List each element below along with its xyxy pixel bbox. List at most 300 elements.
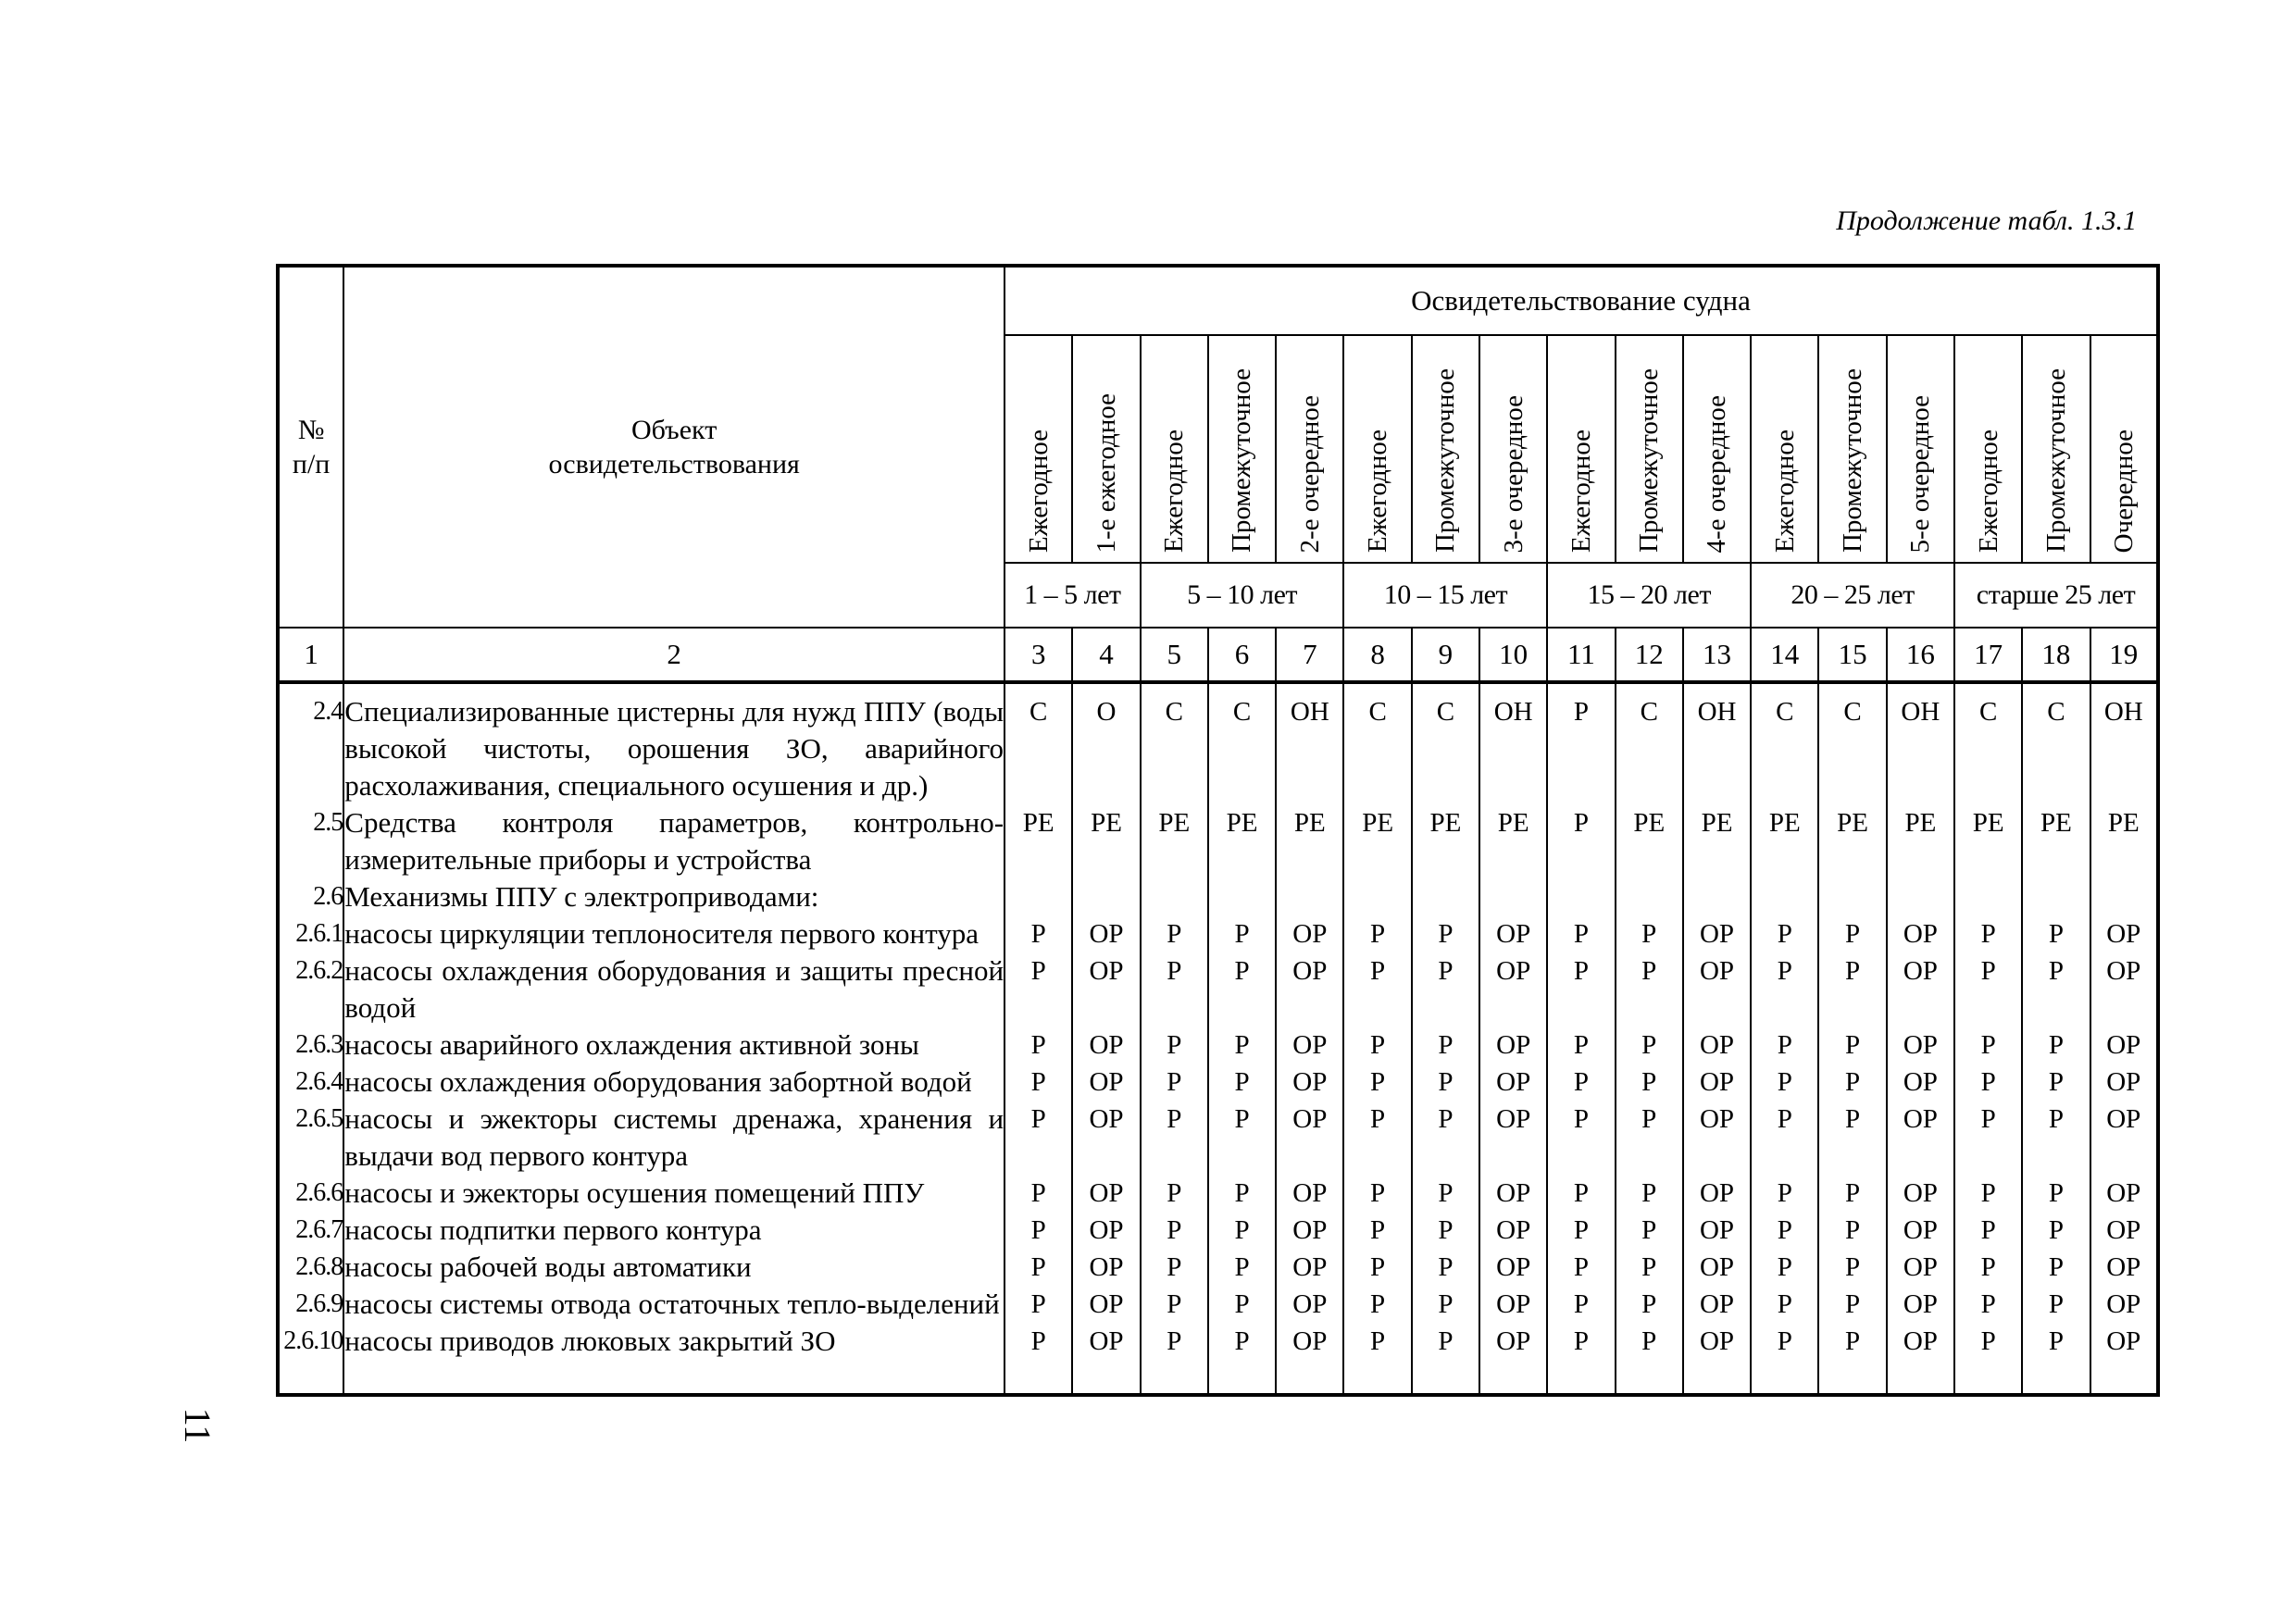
survey-cell: Р: [1751, 952, 1818, 1027]
column-number: 8: [1343, 628, 1411, 682]
survey-cell: ОР: [1276, 1175, 1343, 1212]
survey-cell: Р: [1343, 1064, 1411, 1101]
survey-cell: [1208, 878, 1276, 915]
survey-cell: [1683, 878, 1751, 915]
age-group-header: 20 – 25 лет: [1751, 563, 1954, 628]
survey-type-label: 3-е очередное: [1498, 394, 1529, 554]
survey-cell: Р: [1751, 1175, 1818, 1212]
survey-cell: ОР: [1887, 915, 1954, 952]
survey-cell: Р: [1954, 1323, 2022, 1395]
column-number: 17: [1954, 628, 2022, 682]
survey-cell: Р: [1141, 1064, 1208, 1101]
survey-cell: Р: [1616, 1101, 1683, 1175]
survey-cell: Р: [1751, 1249, 1818, 1286]
survey-cell: Р: [2022, 1286, 2090, 1323]
survey-cell: Р: [1818, 952, 1886, 1027]
survey-cell: ОР: [1887, 952, 1954, 1027]
survey-cell: Р: [1208, 952, 1276, 1027]
survey-cell: РЕ: [1954, 804, 2022, 878]
survey-cell: Р: [1141, 1212, 1208, 1249]
column-number: 14: [1751, 628, 1818, 682]
column-number: 9: [1412, 628, 1479, 682]
survey-cell: Р: [1547, 1101, 1615, 1175]
num-column-header: [278, 266, 343, 628]
survey-cell: Р: [1412, 952, 1479, 1027]
survey-cell: Р: [1343, 915, 1411, 952]
survey-cell: ОР: [1887, 1064, 1954, 1101]
survey-cell: Р: [1751, 1101, 1818, 1175]
survey-cell: Р: [1818, 1064, 1886, 1101]
survey-cell: Р: [1208, 1323, 1276, 1395]
survey-cell: Р: [1751, 1323, 1818, 1395]
survey-cell: Р: [1412, 1101, 1479, 1175]
survey-object: Механизмы ППУ с электроприводами:: [343, 878, 1004, 915]
survey-cell: ОР: [2090, 1027, 2158, 1064]
survey-object: насосы приводов люковых закрытий ЗО: [343, 1323, 1004, 1395]
survey-cell: ОР: [1683, 1212, 1751, 1249]
object-column-header: [343, 266, 1004, 628]
column-number: 11: [1547, 628, 1615, 682]
survey-type-label: 1-е ежегодное: [1091, 392, 1121, 554]
survey-cell: С: [2022, 682, 2090, 804]
survey-cell: РЕ: [1479, 804, 1547, 878]
survey-cell: Р: [1616, 915, 1683, 952]
survey-cell: Р: [1343, 1101, 1411, 1175]
survey-cell: Р: [1818, 915, 1886, 952]
survey-type-header: [2022, 335, 2090, 563]
survey-cell: Р: [2022, 1249, 2090, 1286]
survey-cell: ОР: [1072, 1101, 1140, 1175]
survey-cell: ОР: [1887, 1323, 1954, 1395]
survey-type-header: [1004, 335, 1072, 563]
survey-cell: Р: [1751, 915, 1818, 952]
row-number: 2.4: [278, 682, 343, 804]
survey-cell: РЕ: [1412, 804, 1479, 878]
survey-type-label: Промежуточное: [1634, 368, 1665, 554]
survey-type-header: [1412, 335, 1479, 563]
survey-cell: Р: [1208, 1175, 1276, 1212]
survey-object: насосы циркуляции теплоносителя первого контура: [343, 915, 1004, 952]
survey-cell: Р: [1343, 1249, 1411, 1286]
survey-object: насосы и эжекторы системы дренажа, хранения и выдачи вод первого контура: [343, 1101, 1004, 1175]
survey-cell: РЕ: [1887, 804, 1954, 878]
survey-cell: ОР: [1276, 1249, 1343, 1286]
survey-cell: Р: [1616, 1027, 1683, 1064]
survey-cell: РЕ: [1683, 804, 1751, 878]
column-number: 16: [1887, 628, 1954, 682]
survey-cell: ОР: [1887, 1101, 1954, 1175]
survey-cell: С: [1208, 682, 1276, 804]
survey-cell: Р: [1616, 1323, 1683, 1395]
survey-cell: ОР: [1072, 1249, 1140, 1286]
survey-cell: Р: [1954, 1064, 2022, 1101]
survey-cell: Р: [1547, 1286, 1615, 1323]
survey-cell: С: [1343, 682, 1411, 804]
table-row: [278, 915, 2158, 952]
survey-cell: Р: [1547, 1249, 1615, 1286]
survey-cell: Р: [1004, 1249, 1072, 1286]
survey-cell: Р: [1141, 1323, 1208, 1395]
survey-cell: ОР: [1887, 1212, 1954, 1249]
survey-cell: ОР: [1276, 1212, 1343, 1249]
survey-cell: ОР: [1479, 1323, 1547, 1395]
survey-cell: ОР: [1072, 1175, 1140, 1212]
table-row: [278, 804, 2158, 878]
survey-cell: ОР: [1072, 952, 1140, 1027]
survey-cell: ОР: [1683, 915, 1751, 952]
survey-cell: РЕ: [1208, 804, 1276, 878]
survey-cell: Р: [1141, 915, 1208, 952]
survey-cell: [1276, 878, 1343, 915]
survey-type-header: [1072, 335, 1140, 563]
survey-cell: Р: [1141, 1175, 1208, 1212]
column-number: 5: [1141, 628, 1208, 682]
survey-cell: Р: [1343, 1212, 1411, 1249]
survey-cell: ОР: [1072, 1286, 1140, 1323]
survey-cell: ОР: [1683, 1286, 1751, 1323]
survey-cell: [1954, 878, 2022, 915]
survey-object: насосы системы отвода остаточных тепло-выделений: [343, 1286, 1004, 1323]
survey-cell: Р: [2022, 1064, 2090, 1101]
table-row: [278, 1064, 2158, 1101]
survey-cell: ОР: [1276, 952, 1343, 1027]
survey-cell: Р: [1343, 952, 1411, 1027]
survey-cell: Р: [1818, 1249, 1886, 1286]
column-number: 10: [1479, 628, 1547, 682]
survey-cell: ОР: [1479, 1175, 1547, 1212]
survey-cell: ОР: [1683, 1064, 1751, 1101]
table-row: [278, 1323, 2158, 1395]
survey-cell: ОР: [1479, 1286, 1547, 1323]
survey-cell: ОР: [1479, 1212, 1547, 1249]
object-column-label: Объект освидетельствования: [548, 414, 800, 479]
survey-cell: ОР: [1479, 1101, 1547, 1175]
survey-cell: Р: [1208, 1027, 1276, 1064]
survey-type-label: Промежуточное: [2040, 368, 2071, 554]
survey-cell: [1818, 878, 1886, 915]
survey-cell: Р: [1004, 1027, 1072, 1064]
survey-object: насосы и эжекторы осушения помещений ППУ: [343, 1175, 1004, 1212]
survey-cell: ОН: [1887, 682, 1954, 804]
table-body: [278, 682, 2158, 1395]
survey-table: [276, 264, 2160, 1397]
survey-cell: Р: [2022, 915, 2090, 952]
survey-cell: ОР: [1276, 1286, 1343, 1323]
survey-cell: Р: [1004, 1101, 1072, 1175]
survey-cell: Р: [1343, 1027, 1411, 1064]
survey-cell: Р: [1208, 1286, 1276, 1323]
survey-cell: ОР: [1683, 1249, 1751, 1286]
survey-cell: РЕ: [2022, 804, 2090, 878]
survey-cell: Р: [1547, 1027, 1615, 1064]
survey-cell: РЕ: [1276, 804, 1343, 878]
survey-type-header: [1818, 335, 1886, 563]
survey-cell: Р: [2022, 1212, 2090, 1249]
age-group-header: 5 – 10 лет: [1141, 563, 1344, 628]
survey-cell: Р: [2022, 1175, 2090, 1212]
survey-cell: ОР: [1276, 1323, 1343, 1395]
table-row: [278, 1286, 2158, 1323]
survey-cell: ОР: [1683, 1323, 1751, 1395]
column-numbers-row: [278, 628, 2158, 682]
survey-cell: Р: [1954, 1249, 2022, 1286]
column-number: 3: [1004, 628, 1072, 682]
column-number: 2: [343, 628, 1004, 682]
survey-cell: Р: [1343, 1286, 1411, 1323]
survey-cell: Р: [1141, 1249, 1208, 1286]
survey-cell: ОР: [2090, 1101, 2158, 1175]
survey-cell: ОР: [1479, 1064, 1547, 1101]
survey-cell: Р: [2022, 1027, 2090, 1064]
age-group-header: 15 – 20 лет: [1547, 563, 1751, 628]
survey-object: насосы охлаждения оборудования забортной водой: [343, 1064, 1004, 1101]
survey-cell: Р: [1616, 1249, 1683, 1286]
row-number: 2.6.4: [278, 1064, 343, 1101]
survey-cell: Р: [1547, 682, 1615, 804]
survey-cell: Р: [1004, 952, 1072, 1027]
survey-cell: ОР: [1276, 1101, 1343, 1175]
survey-type-label: Ежегодное: [1023, 429, 1054, 554]
survey-cell: [1141, 878, 1208, 915]
survey-cell: ОР: [1072, 1027, 1140, 1064]
survey-cell: ОР: [1887, 1027, 1954, 1064]
survey-cell: [2090, 878, 2158, 915]
survey-cell: ОР: [1479, 952, 1547, 1027]
column-number: 12: [1616, 628, 1683, 682]
survey-cell: ОН: [1479, 682, 1547, 804]
survey-cell: Р: [1818, 1323, 1886, 1395]
survey-cell: Р: [1208, 1212, 1276, 1249]
survey-cell: ОР: [1683, 1175, 1751, 1212]
survey-cell: [1004, 878, 1072, 915]
survey-type-label: Ежегодное: [1973, 429, 2003, 554]
table-continuation-caption: Продолжение табл. 1.3.1: [1836, 205, 2137, 236]
survey-cell: Р: [1954, 1175, 2022, 1212]
survey-cell: Р: [1004, 1175, 1072, 1212]
survey-type-header: [1276, 335, 1343, 563]
age-group-header: 1 – 5 лет: [1004, 563, 1141, 628]
survey-type-header: [1343, 335, 1411, 563]
survey-cell: Р: [1343, 1323, 1411, 1395]
row-number: 2.6.9: [278, 1286, 343, 1323]
survey-cell: Р: [1547, 1064, 1615, 1101]
survey-type-label: Промежуточное: [1430, 368, 1461, 554]
survey-cell: Р: [1412, 1249, 1479, 1286]
survey-cell: Р: [1141, 1101, 1208, 1175]
column-number: 18: [2022, 628, 2090, 682]
survey-cell: Р: [1818, 1101, 1886, 1175]
survey-cell: С: [1004, 682, 1072, 804]
survey-cell: Р: [1751, 1286, 1818, 1323]
survey-cell: Р: [1818, 1212, 1886, 1249]
survey-cell: Р: [1547, 1175, 1615, 1212]
survey-cell: ОР: [1887, 1286, 1954, 1323]
survey-cell: ОР: [1072, 1323, 1140, 1395]
survey-cell: [1072, 878, 1140, 915]
survey-cell: ОН: [1683, 682, 1751, 804]
survey-type-header: [1479, 335, 1547, 563]
table-row: [278, 878, 2158, 915]
survey-cell: РЕ: [1004, 804, 1072, 878]
survey-type-header: [1616, 335, 1683, 563]
survey-cell: Р: [1547, 915, 1615, 952]
survey-cell: ОР: [2090, 1249, 2158, 1286]
survey-cell: ОН: [1276, 682, 1343, 804]
page-number: 11: [177, 1407, 218, 1444]
survey-cell: Р: [1412, 1064, 1479, 1101]
row-number: 2.6.2: [278, 952, 343, 1027]
row-number: 2.6.3: [278, 1027, 343, 1064]
survey-cell: ОР: [1683, 952, 1751, 1027]
survey-cell: Р: [1616, 1286, 1683, 1323]
survey-cell: Р: [1616, 1064, 1683, 1101]
survey-cell: Р: [1547, 804, 1615, 878]
survey-cell: Р: [2022, 1101, 2090, 1175]
survey-object: насосы охлаждения оборудования и защиты пресной водой: [343, 952, 1004, 1027]
survey-cell: Р: [1818, 1175, 1886, 1212]
survey-cell: С: [1141, 682, 1208, 804]
survey-cell: [1343, 878, 1411, 915]
table-row: [278, 1101, 2158, 1175]
survey-cell: ОР: [1276, 1064, 1343, 1101]
table-row: [278, 1175, 2158, 1212]
survey-object: насосы подпитки первого контура: [343, 1212, 1004, 1249]
survey-cell: ОР: [1072, 1064, 1140, 1101]
survey-cell: Р: [1412, 1027, 1479, 1064]
table-row: [278, 1027, 2158, 1064]
survey-cell: [1616, 878, 1683, 915]
survey-cell: Р: [1412, 1323, 1479, 1395]
survey-cell: РЕ: [1616, 804, 1683, 878]
column-number: 15: [1818, 628, 1886, 682]
survey-cell: [1751, 878, 1818, 915]
table-row: [278, 682, 2158, 804]
survey-cell: Р: [1208, 915, 1276, 952]
survey-cell: Р: [1547, 1212, 1615, 1249]
survey-type-header: [2090, 335, 2158, 563]
column-number: 19: [2090, 628, 2158, 682]
row-number: 2.5: [278, 804, 343, 878]
row-number: 2.6.6: [278, 1175, 343, 1212]
survey-cell: Р: [1412, 1212, 1479, 1249]
survey-cell: [1479, 878, 1547, 915]
survey-cell: ОР: [1479, 1027, 1547, 1064]
survey-cell: ОР: [2090, 915, 2158, 952]
survey-cell: ОР: [1479, 915, 1547, 952]
survey-type-label: 2-е очередное: [1294, 394, 1325, 554]
survey-cell: Р: [1412, 1175, 1479, 1212]
survey-cell: Р: [1954, 1101, 2022, 1175]
survey-type-label: Промежуточное: [1227, 368, 1257, 554]
survey-object: насосы рабочей воды автоматики: [343, 1249, 1004, 1286]
column-number: 7: [1276, 628, 1343, 682]
survey-type-label: Ежегодное: [1159, 429, 1190, 554]
survey-cell: ОР: [2090, 1175, 2158, 1212]
survey-cell: ОР: [1683, 1101, 1751, 1175]
survey-cell: ОР: [1276, 915, 1343, 952]
row-number: 2.6.8: [278, 1249, 343, 1286]
survey-cell: Р: [1751, 1064, 1818, 1101]
survey-cell: Р: [1954, 1286, 2022, 1323]
survey-cell: ОР: [2090, 1064, 2158, 1101]
survey-cell: ОР: [1683, 1027, 1751, 1064]
survey-cell: Р: [1141, 952, 1208, 1027]
survey-cell: [1547, 878, 1615, 915]
survey-type-header: [1751, 335, 1818, 563]
survey-cell: [2022, 878, 2090, 915]
survey-type-label: Ежегодное: [1362, 429, 1392, 554]
survey-cell: [1887, 878, 1954, 915]
survey-cell: РЕ: [1343, 804, 1411, 878]
column-number: 13: [1683, 628, 1751, 682]
survey-type-label: Промежуточное: [1837, 368, 1867, 554]
survey-type-header: [1141, 335, 1208, 563]
survey-cell: С: [1751, 682, 1818, 804]
survey-cell: Р: [1004, 1064, 1072, 1101]
row-number: 2.6.1: [278, 915, 343, 952]
survey-type-label: Очередное: [2108, 429, 2139, 554]
survey-cell: ОР: [1072, 1212, 1140, 1249]
survey-cell: С: [1616, 682, 1683, 804]
survey-cell: Р: [1208, 1101, 1276, 1175]
survey-cell: Р: [1954, 952, 2022, 1027]
survey-cell: ОР: [2090, 1212, 2158, 1249]
column-number: 6: [1208, 628, 1276, 682]
survey-cell: С: [1818, 682, 1886, 804]
row-number: 2.6.7: [278, 1212, 343, 1249]
survey-type-label: 5-е очередное: [1905, 394, 1936, 554]
survey-object: насосы аварийного охлаждения активной зоны: [343, 1027, 1004, 1064]
survey-cell: Р: [1547, 1323, 1615, 1395]
survey-type-header: [1547, 335, 1615, 563]
survey-type-label: Ежегодное: [1566, 429, 1596, 554]
survey-type-header: [1208, 335, 1276, 563]
survey-cell: ОР: [1479, 1249, 1547, 1286]
survey-cell: Р: [1616, 1212, 1683, 1249]
survey-cell: Р: [1141, 1027, 1208, 1064]
survey-header: Освидетельствование судна: [1004, 266, 2158, 335]
survey-cell: Р: [1954, 1212, 2022, 1249]
survey-cell: Р: [1751, 1027, 1818, 1064]
survey-cell: С: [1954, 682, 2022, 804]
survey-cell: Р: [1954, 915, 2022, 952]
survey-cell: Р: [1004, 1323, 1072, 1395]
survey-cell: [1412, 878, 1479, 915]
survey-cell: ОР: [1072, 915, 1140, 952]
survey-cell: Р: [1208, 1249, 1276, 1286]
survey-type-header: [1683, 335, 1751, 563]
table-row: [278, 952, 2158, 1027]
survey-object: Средства контроля параметров, контрольно-измерительные приборы и устройства: [343, 804, 1004, 878]
survey-cell: РЕ: [1818, 804, 1886, 878]
survey-cell: Р: [1004, 1286, 1072, 1323]
survey-cell: Р: [1818, 1286, 1886, 1323]
column-number: 4: [1072, 628, 1140, 682]
survey-cell: ОН: [2090, 682, 2158, 804]
survey-cell: Р: [1616, 952, 1683, 1027]
survey-cell: Р: [1616, 1175, 1683, 1212]
survey-type-label: 4-е очередное: [1702, 394, 1732, 554]
survey-cell: РЕ: [2090, 804, 2158, 878]
table-row: [278, 1212, 2158, 1249]
survey-cell: О: [1072, 682, 1140, 804]
row-number: 2.6.5: [278, 1101, 343, 1175]
survey-cell: РЕ: [1141, 804, 1208, 878]
survey-cell: ОР: [1276, 1027, 1343, 1064]
survey-cell: ОР: [2090, 952, 2158, 1027]
row-number: 2.6: [278, 878, 343, 915]
num-column-label: № п/п: [292, 414, 331, 479]
